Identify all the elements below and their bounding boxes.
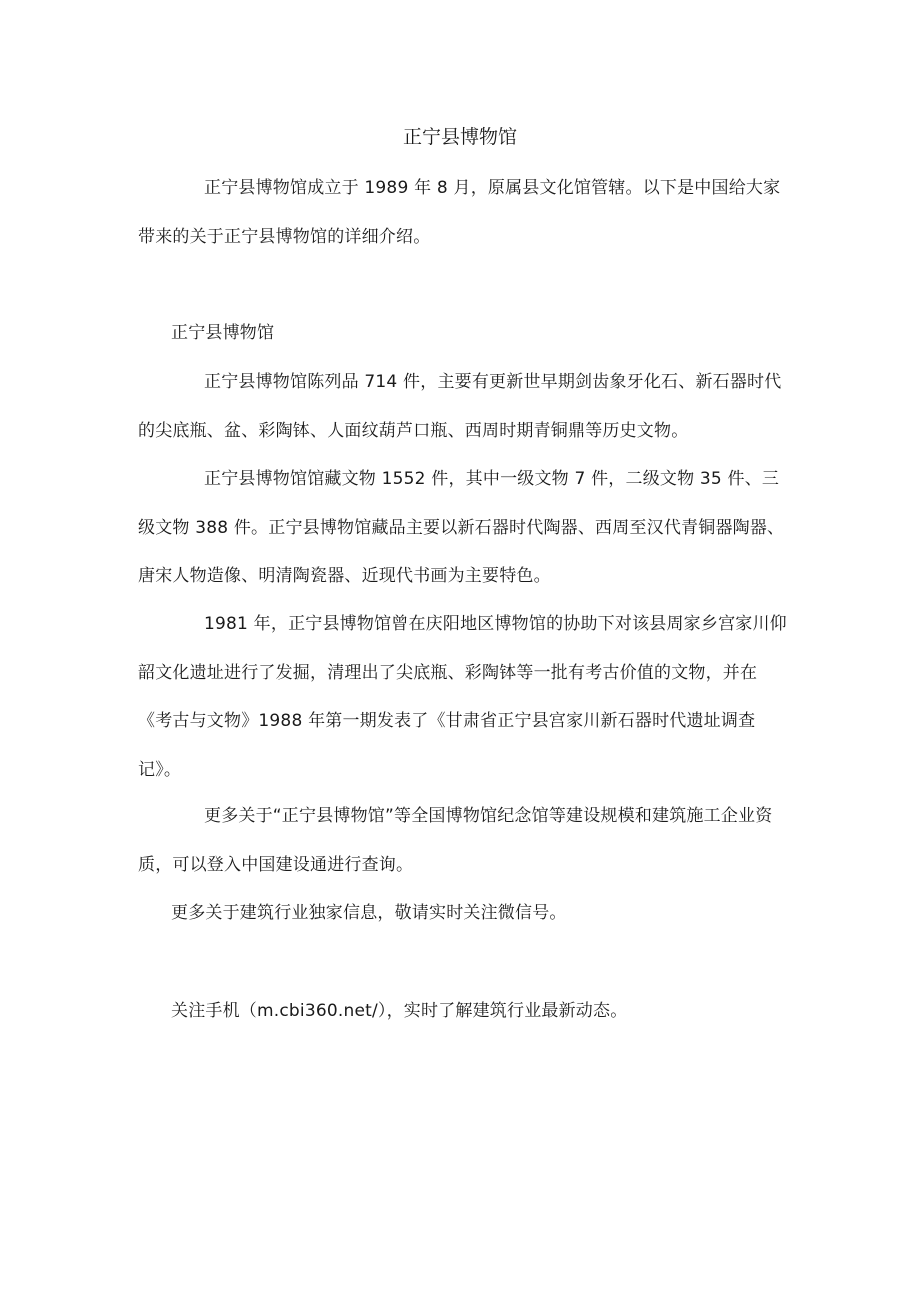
excavation-paragraph: 1981 年，正宁县博物馆曾在庆阳地区博物馆的协助下对该县周家乡宫家川仰韶文化遗址进行了发掘，清理出了尖底瓶、彩陶钵等一批有考古价值的文物，并在《考古与文物》1988 年第一期发表了《甘肃省正宁县宫家川新石器时代遗址调查记》。 — [138, 614, 787, 780]
collection-paragraph: 正宁县博物馆馆藏文物 1552 件，其中一级文物 7 件，二级文物 35 件、三级文物 388 件。正宁县博物馆藏品主要以新石器时代陶器、西周至汉代青铜器陶器、唐宋人物造像、明清陶瓷器、近现代书画为主要特色。 — [138, 469, 785, 587]
intro-paragraph: 正宁县博物馆成立于 1989 年 8 月，原属县文化馆管辖。以下是中国给大家带来的关于正宁县博物馆的详细介绍。 — [138, 178, 781, 247]
document-title: 正宁县博物馆 — [402, 126, 517, 148]
follow-mobile-line: 关注手机（m.cbi360.net/），实时了解建筑行业最新动态。 — [171, 1001, 628, 1021]
follow-wechat-line: 更多关于建筑行业独家信息，敬请实时关注微信号。 — [171, 903, 567, 923]
more-info-paragraph: 更多关于“正宁县博物馆”等全国博物馆纪念馆等建设规模和建筑施工企业资质，可以登入中国建设通进行查询。 — [138, 806, 773, 875]
section-heading: 正宁县博物馆 — [171, 323, 275, 343]
exhibits-paragraph: 正宁县博物馆陈列品 714 件，主要有更新世早期剑齿象牙化石、新石器时代的尖底瓶、盆、彩陶钵、人面纹葫芦口瓶、西周时期青铜鼎等历史文物。 — [138, 372, 782, 441]
